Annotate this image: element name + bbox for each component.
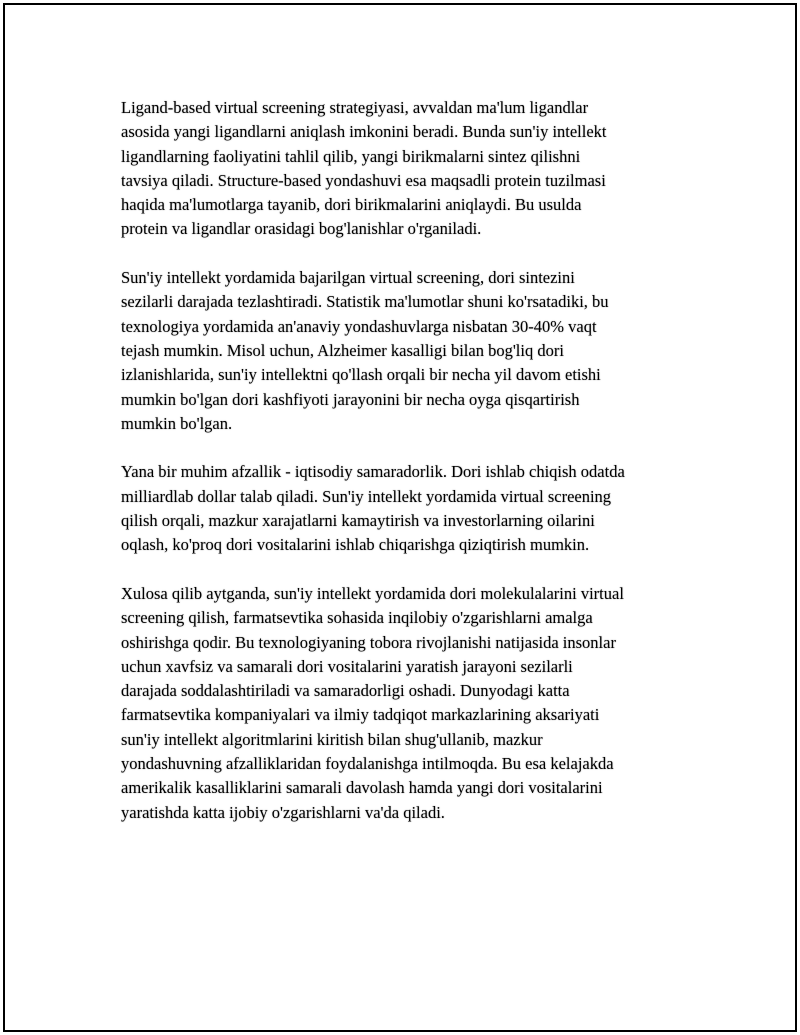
text-line: Xulosa qilib aytganda, sun'iy intellekt yordamida dori molekulalarini virtual: [121, 583, 624, 603]
paragraph-virtual-screening-speed: [121, 266, 701, 436]
text-line: oqlash, ko'proq dori vositalarini ishlab chiqarishga qiziqtirish mumkin.: [121, 535, 590, 555]
text-line: sezilarli darajada tezlashtiradi. Statistik ma'lumotlar shuni ko'rsatadiki, bu: [121, 292, 609, 312]
document-body: [121, 96, 701, 849]
text-line: yondashuvning afzalliklaridan foydalanishga intilmoqda. Bu esa kelajakda: [121, 754, 614, 774]
text-line: uchun xavfsiz va samarali dori vositalarini yaratish jarayoni sezilarli: [121, 656, 573, 676]
text-line: sun'iy intellekt algoritmlarini kiritish bilan shug'ullanib, mazkur: [121, 729, 543, 749]
page-frame: [3, 3, 797, 1032]
text-line: ligandlarning faoliyatini tahlil qilib, yangi birikmalarni sintez qilishni: [121, 146, 581, 166]
text-line: mumkin bo'lgan dori kashfiyoti jarayonini bir necha oyga qisqartirish: [121, 389, 580, 409]
text-line: amerikalik kasalliklarini samarali davolash hamda yangi dori vositalarini: [121, 778, 603, 798]
text-line: mumkin bo'lgan.: [121, 413, 233, 433]
text-line: milliardlab dollar talab qiladi. Sun'iy intellekt yordamida virtual screening: [121, 486, 612, 506]
text-line: protein va ligandlar orasidagi bog'lanishlar o'rganiladi.: [121, 219, 482, 239]
text-line: farmatsevtika kompaniyalari va ilmiy tadqiqot markazlarining aksariyati: [121, 705, 600, 725]
paragraph-conclusion: [121, 582, 701, 825]
text-line: darajada soddalashtiriladi va samaradorligi oshadi. Dunyodagi katta: [121, 681, 570, 701]
text-line: tejash mumkin. Misol uchun, Alzheimer kasalligi bilan bog'liq dori: [121, 340, 564, 360]
text-line: screening qilish, farmatsevtika sohasida inqilobiy o'zgarishlarni amalga: [121, 608, 593, 628]
paragraph-ligand-based: [121, 96, 701, 242]
text-line: yaratishda katta ijobiy o'zgarishlarni va'da qiladi.: [121, 802, 445, 822]
text-line: Yana bir muhim afzallik - iqtisodiy samaradorlik. Dori ishlab chiqish odatda: [121, 462, 625, 482]
text-line: texnologiya yordamida an'anaviy yondashuvlarga nisbatan 30-40% vaqt: [121, 316, 597, 336]
text-line: haqida ma'lumotlarga tayanib, dori birikmalarini aniqlaydi. Bu usulda: [121, 195, 582, 215]
text-line: asosida yangi ligandlarni aniqlash imkonini beradi. Bunda sun'iy intellekt: [121, 122, 607, 142]
text-line: Sun'iy intellekt yordamida bajarilgan virtual screening, dori sintezini: [121, 268, 575, 288]
text-line: qilish orqali, mazkur xarajatlarni kamaytirish va investorlarning oilarini: [121, 511, 595, 531]
text-line: oshirishga qodir. Bu texnologiyaning tobora rivojlanishi natijasida insonlar: [121, 632, 616, 652]
text-line: Ligand-based virtual screening strategiyasi, avvaldan ma'lum ligandlar: [121, 98, 589, 117]
text-line: tavsiya qiladi. Structure-based yondashuvi esa maqsadli protein tuzilmasi: [121, 170, 606, 190]
text-line: izlanishlarida, sun'iy intellektni qo'llash orqali bir necha yil davom etishi: [121, 365, 601, 385]
paragraph-economic-efficiency: [121, 460, 701, 557]
